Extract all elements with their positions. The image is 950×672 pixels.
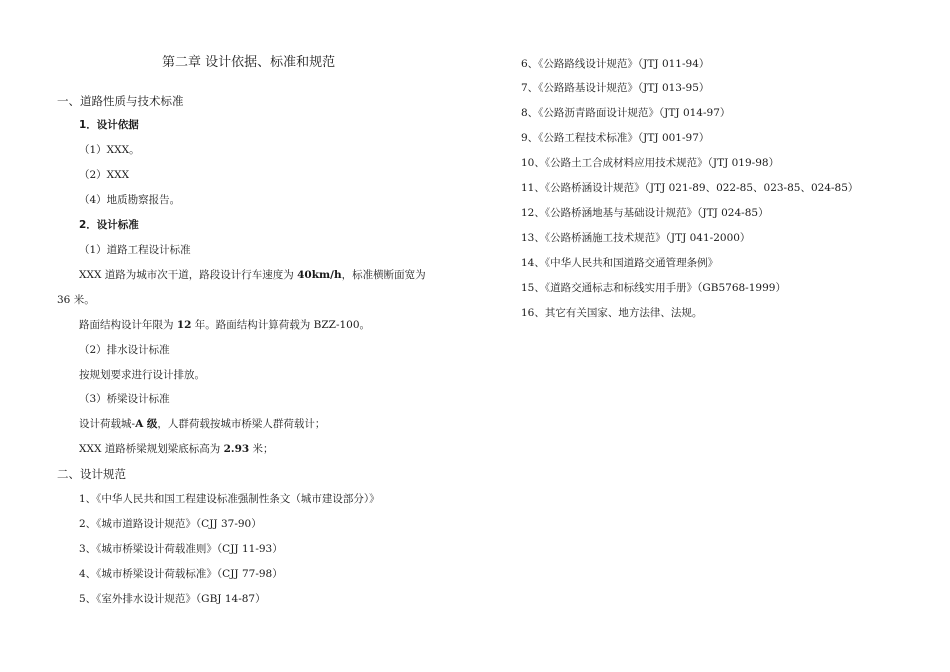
basis-item: （2）XXX (79, 169, 130, 181)
code-list-item: 6、《公路路线设计规范》（JTJ 011-94） (521, 58, 710, 70)
section-heading-road-standards: 一、道路性质与技术标准 (57, 94, 184, 108)
text-span: 路面结构设计年限为 (79, 319, 177, 331)
drainage-paragraph: 按规划要求进行设计排放。 (79, 369, 205, 381)
text-span: ，标准横断面宽为 (341, 269, 426, 281)
code-list-item: 4、《城市桥梁设计荷载标准》（CJJ 77-98） (79, 568, 283, 580)
code-list-item: 1、《中华人民共和国工程建设标准强制性条文（城市建设部分）》 (79, 493, 380, 505)
code-list-item: 16、其它有关国家、地方法律、法规。 (521, 307, 703, 319)
text-span: ，人群荷载按城市桥梁人群荷载计； (157, 418, 326, 430)
code-list-item: 2、《城市道路设计规范》（CJJ 37-90） (79, 518, 262, 530)
text-span: XXX 道路桥梁规划梁底标高为 (79, 443, 224, 455)
code-list-item: 9、《公路工程技术标准》（JTJ 001-97） (521, 132, 710, 144)
code-list-item: 7、《公路路基设计规范》（JTJ 013-95） (521, 82, 710, 94)
code-list-item: 10、《公路土工合成材料应用技术规范》（JTJ 019-98） (521, 157, 780, 169)
basis-item: （4）地质勘察报告。 (79, 194, 181, 206)
code-list-item: 14、《中华人民共和国道路交通管理条例》 (521, 257, 719, 269)
bridge-elevation-paragraph (79, 442, 274, 456)
basis-item: （1）XXX。 (79, 144, 140, 156)
code-list-item: 11、《公路桥涵设计规范》（JTJ 021-89、022-85、023-85、024-85） (521, 182, 859, 194)
road-standard-paragraph-cont: 36 米。 (57, 294, 95, 306)
bridge-standard-heading: （3）桥梁设计标准 (79, 393, 170, 405)
code-list-item: 12、《公路桥涵地基与基础设计规范》（JTJ 024-85） (521, 207, 769, 219)
text-span: 米； (249, 443, 274, 455)
subheading-design-standards: 2．设计标准 (79, 219, 139, 231)
road-standard-paragraph (79, 268, 426, 282)
design-years-value: 12 (176, 319, 192, 331)
subheading-design-basis: 1．设计依据 (79, 119, 139, 131)
text-span: 设计荷载城- (79, 418, 136, 430)
bridge-load-paragraph (79, 417, 325, 431)
code-list-item: 15、《道路交通标志和标线实用手册》（GB5768-1999） (521, 282, 786, 294)
text-span: 年。路面结构计算荷载为 BZZ-100。 (191, 319, 371, 331)
chapter-title: 第二章 设计依据、标准和规范 (162, 55, 336, 70)
load-grade-value: A 级 (135, 418, 158, 430)
code-list-item: 5、《室外排水设计规范》（GBJ 14-87） (79, 593, 266, 605)
elevation-value: 2.93 (223, 443, 250, 455)
code-list-item: 3、《城市桥梁设计荷载准则》（CJJ 11-93） (79, 543, 283, 555)
design-speed-value: 40km/h (297, 269, 342, 281)
text-span: XXX 道路为城市次干道，路段设计行车速度为 (79, 269, 298, 281)
section-heading-design-codes: 二、设计规范 (57, 467, 126, 481)
code-list-item: 8、《公路沥青路面设计规范》（JTJ 014-97） (521, 107, 731, 119)
pavement-paragraph (79, 318, 370, 332)
drainage-standard-heading: （2）排水设计标准 (79, 344, 170, 356)
code-list-item: 13、《公路桥涵施工技术规范》（JTJ 041-2000） (521, 232, 751, 244)
road-standard-heading: （1）道路工程设计标准 (79, 244, 191, 256)
